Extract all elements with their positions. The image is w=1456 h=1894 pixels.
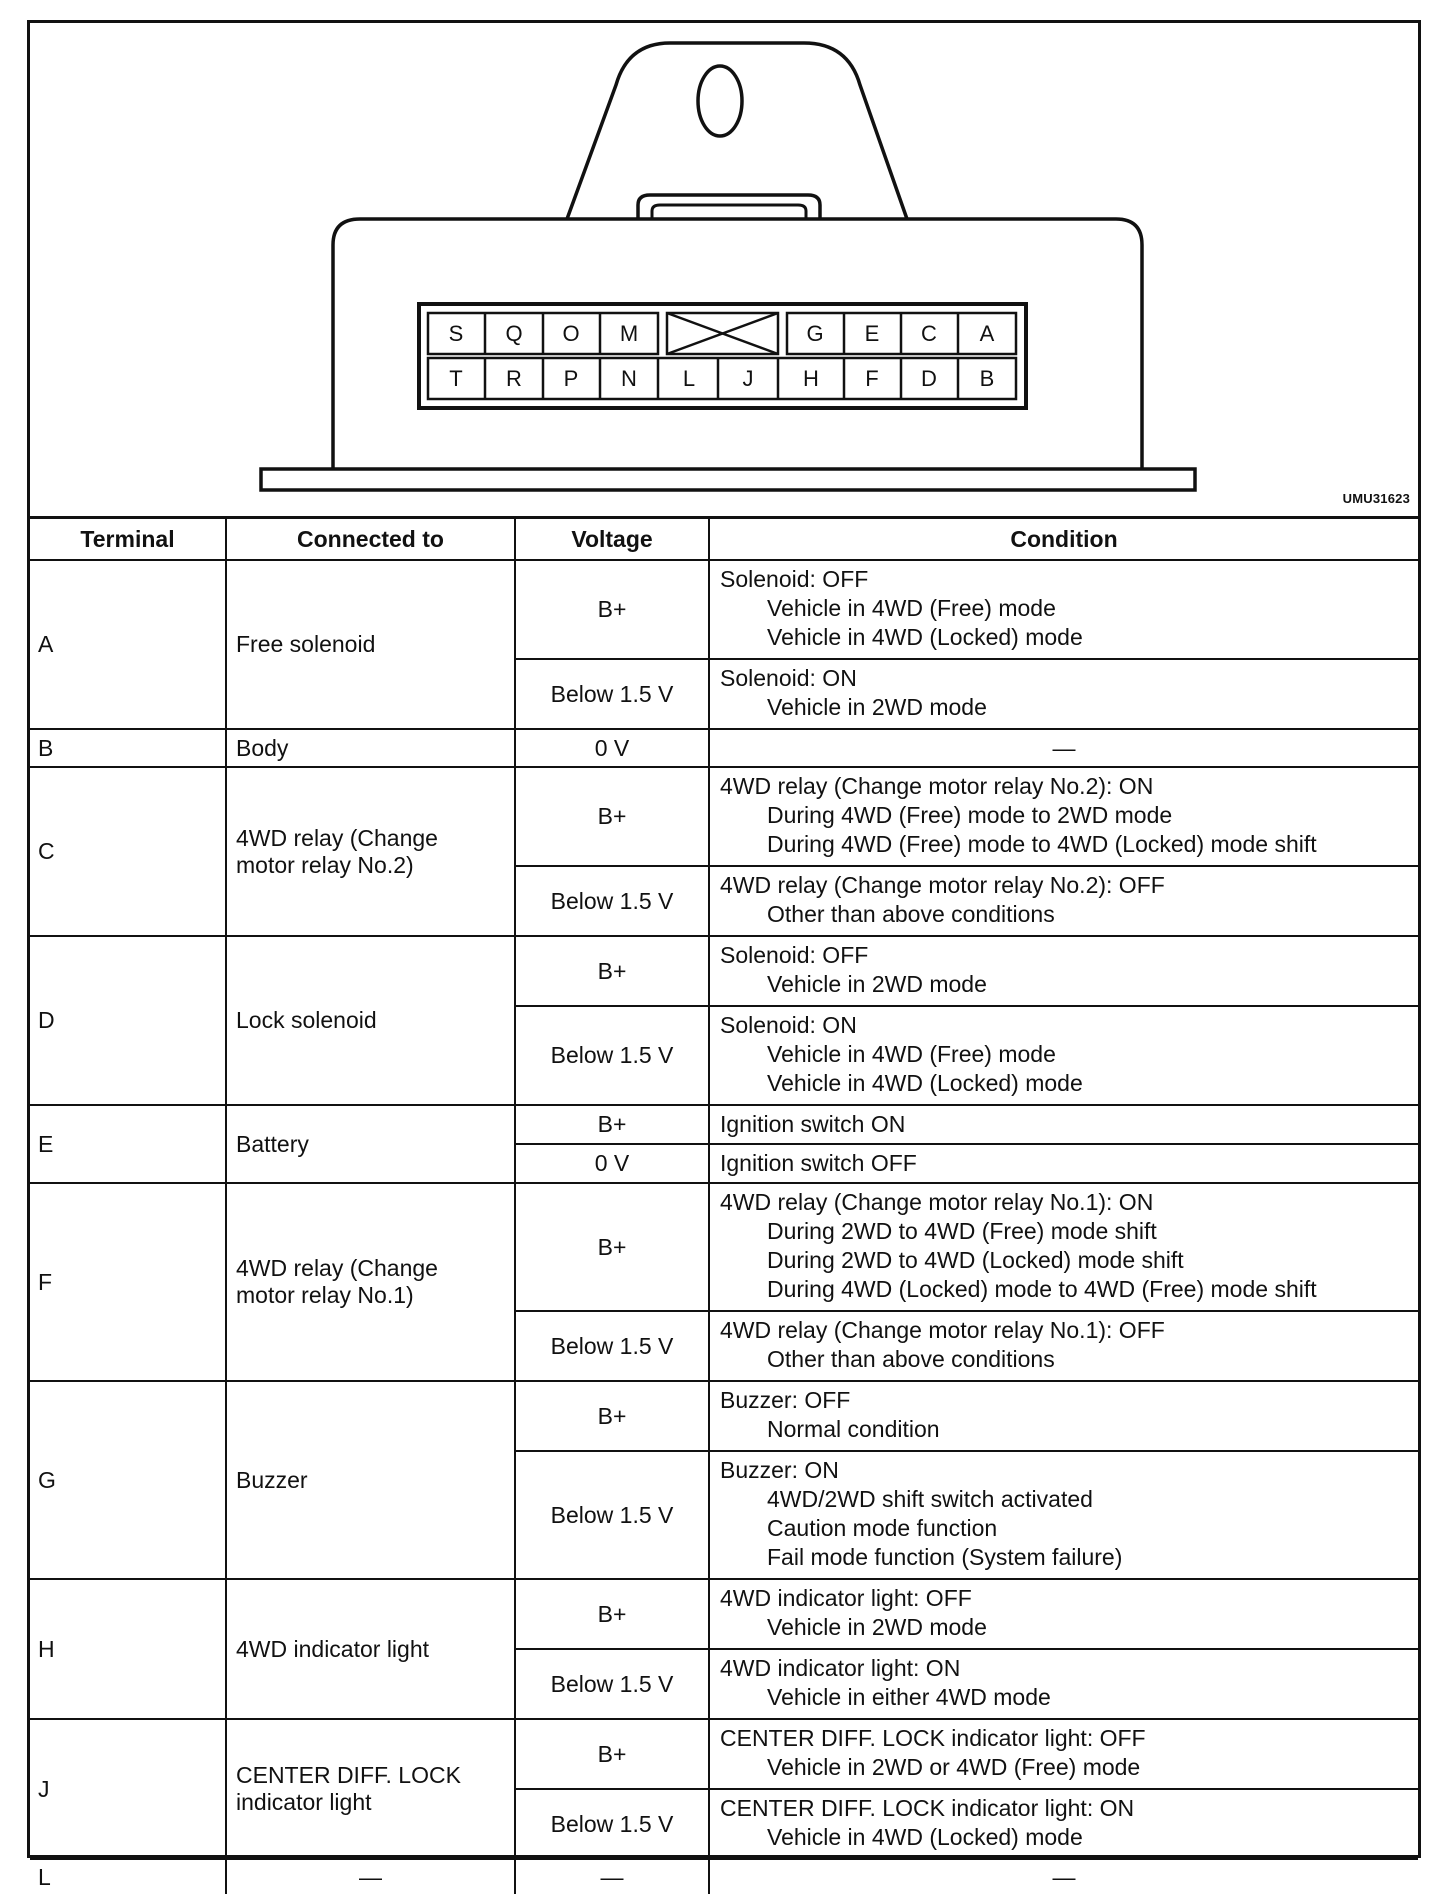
- pin-label: C: [921, 321, 937, 346]
- voltage-cell: Below 1.5 V: [515, 1451, 709, 1579]
- pin-label: R: [506, 366, 522, 391]
- condition-detail: During 4WD (Free) mode to 2WD mode: [767, 802, 1173, 828]
- condition-title: 4WD relay (Change motor relay No.2): ON: [720, 773, 1154, 799]
- mounting-hole: [698, 66, 742, 136]
- table-row: [30, 767, 1418, 866]
- voltage-cell: B+: [515, 1183, 709, 1311]
- condition-cell: [709, 1649, 1418, 1719]
- condition-detail: Vehicle in 4WD (Locked) mode: [767, 1824, 1083, 1850]
- pin-label: G: [806, 321, 824, 346]
- connected-to-cell: 4WD relay (Change motor relay No.1): [226, 1183, 515, 1381]
- pin-label: F: [865, 366, 879, 391]
- condition-detail: Fail mode function (System failure): [767, 1544, 1123, 1570]
- connector-diagram: [30, 23, 1418, 516]
- condition-detail: Vehicle in 2WD mode: [767, 971, 987, 997]
- terminal-table: [30, 516, 1418, 1894]
- voltage-cell: B+: [515, 1105, 709, 1144]
- page-frame: [27, 20, 1421, 1890]
- terminal-cell: C: [30, 767, 226, 936]
- voltage-cell: B+: [515, 767, 709, 866]
- terminal-cell: B: [30, 729, 226, 767]
- pin-label: M: [619, 321, 639, 346]
- condition-cell: [709, 1451, 1418, 1579]
- terminal-cell: A: [30, 560, 226, 729]
- voltage-cell: Below 1.5 V: [515, 1311, 709, 1381]
- terminal-cell: F: [30, 1183, 226, 1381]
- table-header-row: [30, 518, 1418, 561]
- condition-title: Buzzer: ON: [720, 1457, 839, 1483]
- condition-cell: [709, 1719, 1418, 1789]
- pin-label: T: [449, 366, 463, 391]
- condition-cell: [709, 1183, 1418, 1311]
- voltage-cell: Below 1.5 V: [515, 659, 709, 729]
- condition-cell: [709, 866, 1418, 936]
- terminal-cell: H: [30, 1579, 226, 1719]
- condition-detail: Vehicle in 4WD (Free) mode: [767, 595, 1056, 621]
- condition-detail: Vehicle in 4WD (Locked) mode: [767, 1070, 1083, 1096]
- condition-title: 4WD relay (Change motor relay No.1): OFF: [720, 1317, 1165, 1343]
- condition-detail: Vehicle in either 4WD mode: [767, 1684, 1051, 1710]
- condition-title: 4WD indicator light: OFF: [720, 1585, 972, 1611]
- condition-detail: Vehicle in 2WD mode: [767, 694, 987, 720]
- pin-label: E: [864, 321, 880, 346]
- condition-title: CENTER DIFF. LOCK indicator light: OFF: [720, 1725, 1146, 1751]
- voltage-cell: B+: [515, 936, 709, 1006]
- connected-to-cell: Battery: [226, 1105, 515, 1183]
- pin-label: H: [803, 366, 819, 391]
- terminal-cell: E: [30, 1105, 226, 1183]
- voltage-cell: 0 V: [515, 1144, 709, 1183]
- pin-label: B: [979, 366, 995, 391]
- condition-title: Ignition switch OFF: [720, 1150, 917, 1176]
- terminal-cell: G: [30, 1381, 226, 1579]
- mounting-bracket: [567, 43, 907, 219]
- condition-title: 4WD indicator light: ON: [720, 1655, 961, 1681]
- voltage-cell: B+: [515, 1719, 709, 1789]
- condition-detail: Other than above conditions: [767, 1346, 1055, 1372]
- condition-detail: Vehicle in 2WD or 4WD (Free) mode: [767, 1754, 1141, 1780]
- condition-title: 4WD relay (Change motor relay No.2): OFF: [720, 872, 1165, 898]
- condition-detail: During 4WD (Free) mode to 4WD (Locked) mode shift: [767, 831, 1317, 857]
- pin-label: O: [562, 321, 580, 346]
- voltage-cell: B+: [515, 1381, 709, 1451]
- condition-title: Buzzer: OFF: [720, 1387, 851, 1413]
- pin-label: Q: [505, 321, 523, 346]
- terminal-cell: J: [30, 1719, 226, 1859]
- condition-detail: Vehicle in 4WD (Locked) mode: [767, 624, 1083, 650]
- voltage-cell: Below 1.5 V: [515, 1006, 709, 1105]
- condition-cell: [709, 1144, 1418, 1183]
- condition-detail: Other than above conditions: [767, 901, 1055, 927]
- condition-title: Solenoid: ON: [720, 665, 857, 691]
- condition-cell: [709, 936, 1418, 1006]
- connected-to-cell: 4WD indicator light: [226, 1579, 515, 1719]
- header-condition: Condition: [709, 518, 1418, 561]
- connector-drawing: [30, 23, 1418, 516]
- condition-detail: Vehicle in 2WD mode: [767, 1614, 987, 1640]
- connected-to-cell: Body: [226, 729, 515, 767]
- condition-title: Solenoid: OFF: [720, 566, 869, 592]
- condition-cell: [709, 767, 1418, 866]
- condition-cell: —: [709, 729, 1418, 767]
- condition-title: CENTER DIFF. LOCK indicator light: ON: [720, 1795, 1135, 1821]
- condition-detail: Caution mode function: [767, 1515, 998, 1541]
- voltage-cell: B+: [515, 560, 709, 659]
- voltage-cell: B+: [515, 1579, 709, 1649]
- terminal-cell: L: [30, 1859, 226, 1894]
- table-row: [30, 560, 1418, 659]
- voltage-cell: —: [515, 1859, 709, 1894]
- header-connected-to: Connected to: [226, 518, 515, 561]
- pin-label: S: [448, 321, 464, 346]
- connected-to-cell: —: [226, 1859, 515, 1894]
- header-voltage: Voltage: [515, 518, 709, 561]
- connector-base: [261, 469, 1195, 490]
- table-row: [30, 1105, 1418, 1144]
- condition-cell: [709, 560, 1418, 659]
- connected-to-cell: CENTER DIFF. LOCK indicator light: [226, 1719, 515, 1859]
- connector-latch-inner: [652, 205, 806, 218]
- table-row: [30, 1183, 1418, 1311]
- terminal-cell: D: [30, 936, 226, 1105]
- condition-detail: Normal condition: [767, 1416, 940, 1442]
- condition-detail: Vehicle in 4WD (Free) mode: [767, 1041, 1056, 1067]
- table-row: [30, 1859, 1418, 1894]
- condition-cell: [709, 1789, 1418, 1859]
- condition-cell: [709, 1105, 1418, 1144]
- condition-detail: During 2WD to 4WD (Free) mode shift: [767, 1218, 1157, 1244]
- condition-detail: 4WD/2WD shift switch activated: [767, 1486, 1093, 1512]
- pin-label: L: [682, 366, 696, 391]
- condition-title: Solenoid: ON: [720, 1012, 857, 1038]
- connected-to-cell: Free solenoid: [226, 560, 515, 729]
- table-row: [30, 1719, 1418, 1789]
- table-row: [30, 1579, 1418, 1649]
- condition-cell: —: [709, 1859, 1418, 1894]
- connected-to-cell: Lock solenoid: [226, 936, 515, 1105]
- condition-cell: [709, 1381, 1418, 1451]
- figure-code: UMU31623: [1342, 491, 1410, 506]
- table-row: [30, 1381, 1418, 1451]
- condition-cell: [709, 1006, 1418, 1105]
- pin-label: J: [742, 366, 754, 391]
- table-row: [30, 936, 1418, 1006]
- condition-title: 4WD relay (Change motor relay No.1): ON: [720, 1189, 1154, 1215]
- condition-detail: During 4WD (Locked) mode to 4WD (Free) mode shift: [767, 1276, 1317, 1302]
- condition-cell: [709, 1579, 1418, 1649]
- voltage-cell: 0 V: [515, 729, 709, 767]
- voltage-cell: Below 1.5 V: [515, 866, 709, 936]
- voltage-cell: Below 1.5 V: [515, 1789, 709, 1859]
- connected-to-cell: Buzzer: [226, 1381, 515, 1579]
- pin-label: P: [563, 366, 579, 391]
- header-terminal: Terminal: [30, 518, 226, 561]
- voltage-cell: Below 1.5 V: [515, 1649, 709, 1719]
- condition-detail: During 2WD to 4WD (Locked) mode shift: [767, 1247, 1184, 1273]
- pin-label: D: [921, 366, 937, 391]
- condition-cell: [709, 1311, 1418, 1381]
- condition-title: Ignition switch ON: [720, 1111, 906, 1137]
- connected-to-cell: 4WD relay (Change motor relay No.2): [226, 767, 515, 936]
- pin-label: N: [621, 366, 637, 391]
- condition-title: Solenoid: OFF: [720, 942, 869, 968]
- table-row: [30, 729, 1418, 767]
- pin-label: A: [979, 321, 995, 346]
- condition-cell: [709, 659, 1418, 729]
